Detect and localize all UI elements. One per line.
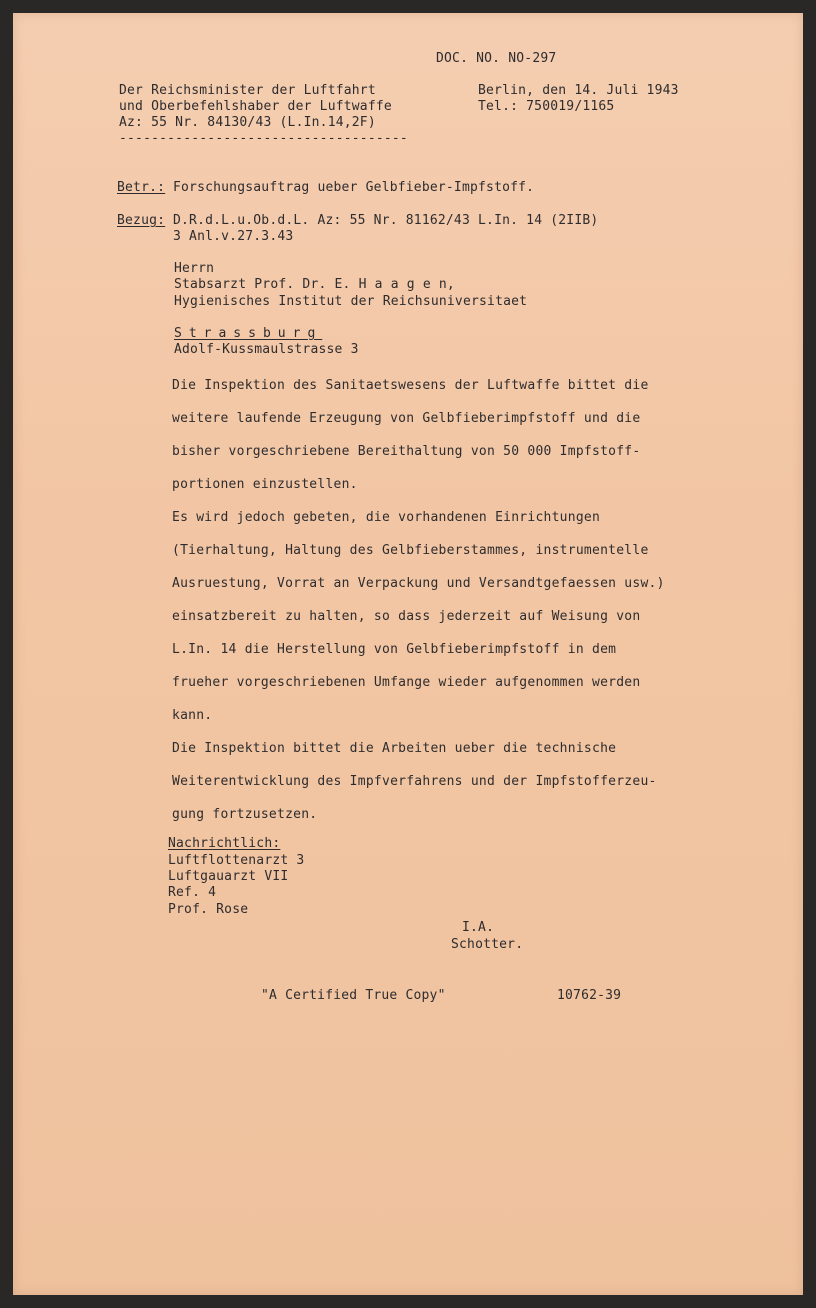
distribution-item: Ref. 4 — [168, 885, 217, 900]
document-page — [13, 13, 803, 1295]
body-p3-line-2: Weiterentwicklung des Impfverfahrens und der Impfstofferzeu- — [172, 774, 657, 789]
body-p1-line-2: weitere laufende Erzeugung von Gelbfieberimpfstoff und die — [172, 411, 641, 426]
sender-separator: ------------------------------------ — [119, 131, 408, 146]
body-p2-line-2: (Tierhaltung, Haltung des Gelbfieberstammes, instrumentelle — [172, 543, 649, 558]
recipient-street: Adolf-Kussmaulstrasse 3 — [174, 342, 359, 357]
bezug-text-1: D.R.d.L.u.Ob.d.L. Az: 55 Nr. 81162/43 L.In. 14 (2IIB) — [173, 213, 599, 228]
signature-name: Schotter. — [451, 937, 524, 952]
recipient-line-3: Hygienisches Institut der Reichsuniversitaet — [174, 294, 528, 309]
bezug-label: Bezug: — [117, 213, 166, 228]
certification-note: "A Certified True Copy" — [261, 988, 446, 1003]
sender-line-3: Az: 55 Nr. 84130/43 (L.In.14,2F) — [119, 115, 376, 130]
body-p2-line-7: kann. — [172, 708, 213, 723]
betr-text: Forschungsauftrag ueber Gelbfieber-Impfstoff. — [173, 180, 535, 195]
doc-number: DOC. NO. NO-297 — [436, 51, 557, 66]
body-p2-line-1: Es wird jedoch gebeten, die vorhandenen Einrichtungen — [172, 510, 601, 525]
distribution-item: Prof. Rose — [168, 902, 249, 917]
sender-line-2: und Oberbefehlshaber der Luftwaffe — [119, 99, 392, 114]
body-p3-line-3: gung fortzusetzen. — [172, 807, 318, 822]
document-reference-number: 10762-39 — [557, 988, 622, 1003]
betr-label: Betr.: — [117, 180, 166, 195]
body-p2-line-5: L.In. 14 die Herstellung von Gelbfieberimpfstoff in dem — [172, 642, 617, 657]
bezug-text-2: 3 Anl.v.27.3.43 — [173, 229, 294, 244]
body-p3-line-1: Die Inspektion bittet die Arbeiten ueber die technische — [172, 741, 617, 756]
body-p2-line-6: frueher vorgeschriebenen Umfange wieder aufgenommen werden — [172, 675, 641, 690]
distribution-item: Luftgauarzt VII — [168, 869, 289, 884]
signature-ia: I.A. — [462, 920, 495, 935]
distribution-item: Luftflottenarzt 3 — [168, 853, 305, 868]
body-p1-line-1: Die Inspektion des Sanitaetswesens der Luftwaffe bittet die — [172, 378, 649, 393]
recipient-line-1: Herrn — [174, 261, 215, 276]
recipient-city: Strassburg — [174, 326, 323, 341]
body-p1-line-4: portionen einzustellen. — [172, 477, 358, 492]
body-p2-line-3: Ausruestung, Vorrat an Verpackung und Versandtgefaessen usw.) — [172, 576, 665, 591]
recipient-line-2: Stabsarzt Prof. Dr. E. H a a g e n, — [174, 277, 455, 292]
body-p2-line-4: einsatzbereit zu halten, so dass jederzeit auf Weisung von — [172, 609, 641, 624]
distribution-label: Nachrichtlich: — [168, 836, 281, 851]
telephone: Tel.: 750019/1165 — [478, 99, 615, 114]
body-p1-line-3: bisher vorgeschriebene Bereithaltung von 50 000 Impfstoff- — [172, 444, 641, 459]
place-date: Berlin, den 14. Juli 1943 — [478, 83, 679, 98]
sender-line-1: Der Reichsminister der Luftfahrt — [119, 83, 376, 98]
